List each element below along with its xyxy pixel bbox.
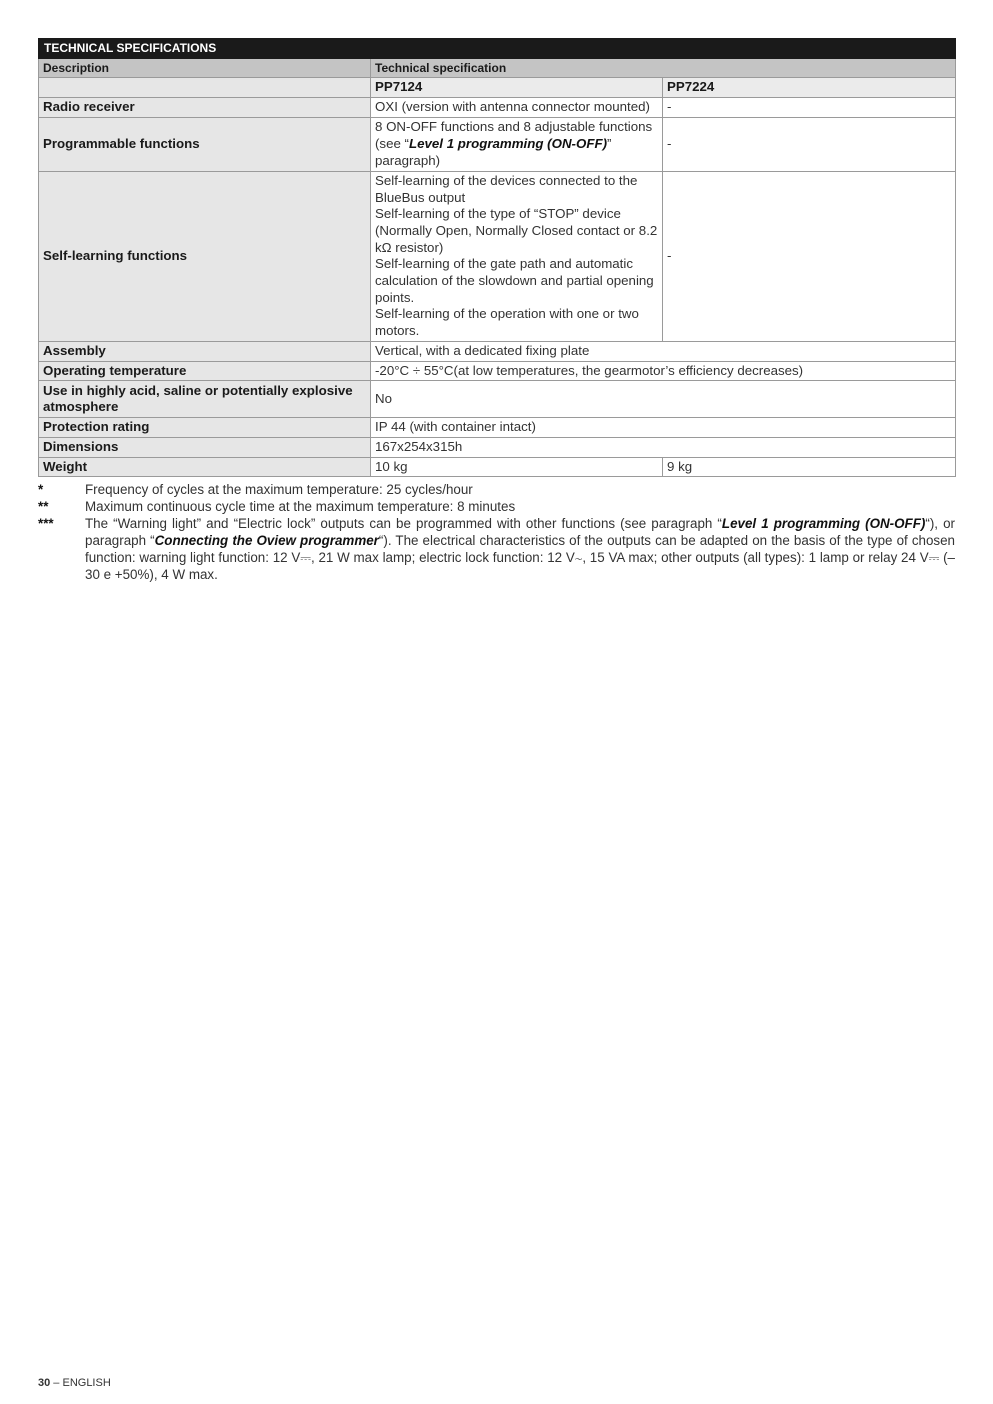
table-row-dimensions [39, 437, 956, 457]
row-label: Radio receiver [39, 98, 371, 118]
self-learning-line: Self-learning of the gate path and automatic calculation of the slowdown and partial opening points. [375, 256, 654, 305]
row-value: 167x254x315h [371, 437, 956, 457]
footnote-marker: ** [38, 499, 49, 515]
table-row-self-learning-functions [39, 171, 956, 341]
footnote-text: Maximum continuous cycle time at the maximum temperature: 8 minutes [85, 499, 516, 515]
paragraph-reference-level-1-programming: Level 1 programming (ON-OFF) [721, 516, 926, 532]
footnote-text [85, 515, 955, 583]
row-label: Programmable functions [39, 117, 371, 171]
self-learning-line: Self-learning of the type of “STOP” device (Normally Open, Normally Closed contact or 8.2 kΩ resistor) [375, 206, 658, 255]
row-label: Protection rating [39, 418, 371, 438]
row-label: Self-learning functions [39, 171, 371, 341]
footnotes [38, 481, 955, 583]
table-row-assembly [39, 341, 956, 361]
row-value-pp7124 [371, 117, 663, 171]
self-learning-line: Self-learning of the devices connected to the BlueBus output [375, 172, 638, 205]
row-value-pp7224: - [663, 117, 956, 171]
paragraph-reference-level-1-programming: Level 1 programming (ON-OFF) [409, 135, 607, 151]
page-number: 30 [38, 1377, 51, 1389]
row-value-pp7124: 10 kg [371, 457, 663, 477]
row-value: -20°C ÷ 55°C(at low temperatures, the gearmotor’s efficiency decreases) [371, 361, 956, 381]
row-value: Vertical, with a dedicated fixing plate [371, 341, 956, 361]
row-label: Use in highly acid, saline or potentially explosive atmosphere [39, 381, 371, 418]
footnote-marker: * [38, 482, 44, 498]
value-text: 8 ON-OFF functions and 8 adjustable functions (see “ [375, 119, 653, 151]
footer-language: – ENGLISH [50, 1377, 111, 1389]
footnote-text-part: “), or paragraph “ [85, 516, 955, 549]
model-pp7224-header: PP7224 [663, 78, 956, 98]
row-label: Assembly [39, 341, 371, 361]
row-value-pp7124 [371, 171, 663, 341]
footnote-text: Frequency of cycles at the maximum temperature: 25 cycles/hour [85, 482, 473, 498]
row-value: IP 44 (with container intact) [371, 418, 956, 438]
column-header-description: Description [39, 58, 371, 78]
model-row-blank-cell [39, 78, 371, 98]
row-value-pp7224: 9 kg [663, 457, 956, 477]
row-value-pp7224: - [663, 171, 956, 341]
footnote-text-part: The “Warning light” and “Electric lock” outputs can be programmed with other functions (see paragraph “ [85, 516, 722, 532]
table-row-programmable-functions [39, 117, 956, 171]
model-row [39, 78, 956, 98]
row-label: Weight [39, 457, 371, 477]
footnote-text-part: “). The electrical characteristics of the outputs can be adapted on the basis of the type of chosen function: warning light function: 12 V⎓, 21 W max lamp; electric lock function: 12 V∼, 15 VA max; other outputs (all types): 1 lamp or relay 24 V⎓ (–30 e +50%), 4 W max. [85, 533, 955, 583]
self-learning-line: Self-learning of the operation with one or two motors. [375, 306, 639, 339]
table-row-protection-rating [39, 418, 956, 438]
footnote [38, 515, 955, 583]
table-header-row [39, 58, 956, 78]
footnote [38, 498, 955, 515]
row-label: Dimensions [39, 437, 371, 457]
row-value-pp7124: OXI (version with antenna connector mounted) [371, 98, 663, 118]
table-title: TECHNICAL SPECIFICATIONS [39, 39, 956, 59]
table-row-atmosphere [39, 381, 956, 418]
table-row-weight [39, 457, 956, 477]
row-value-pp7224: - [663, 98, 956, 118]
page-footer [38, 1377, 111, 1389]
paragraph-reference-oview-programmer: Connecting the Oview programmer [154, 533, 379, 549]
footnote [38, 481, 955, 498]
table-row-operating-temperature [39, 361, 956, 381]
technical-specifications-table [38, 38, 956, 477]
value-text: ” paragraph) [375, 135, 612, 168]
footnote-marker: *** [38, 516, 54, 532]
row-value: No [371, 381, 956, 418]
row-label: Operating temperature [39, 361, 371, 381]
table-row-radio-receiver [39, 98, 956, 118]
table-title-row [39, 39, 956, 59]
model-pp7124-header: PP7124 [371, 78, 663, 98]
page-content [38, 38, 955, 583]
column-header-technical-specification: Technical specification [371, 58, 956, 78]
